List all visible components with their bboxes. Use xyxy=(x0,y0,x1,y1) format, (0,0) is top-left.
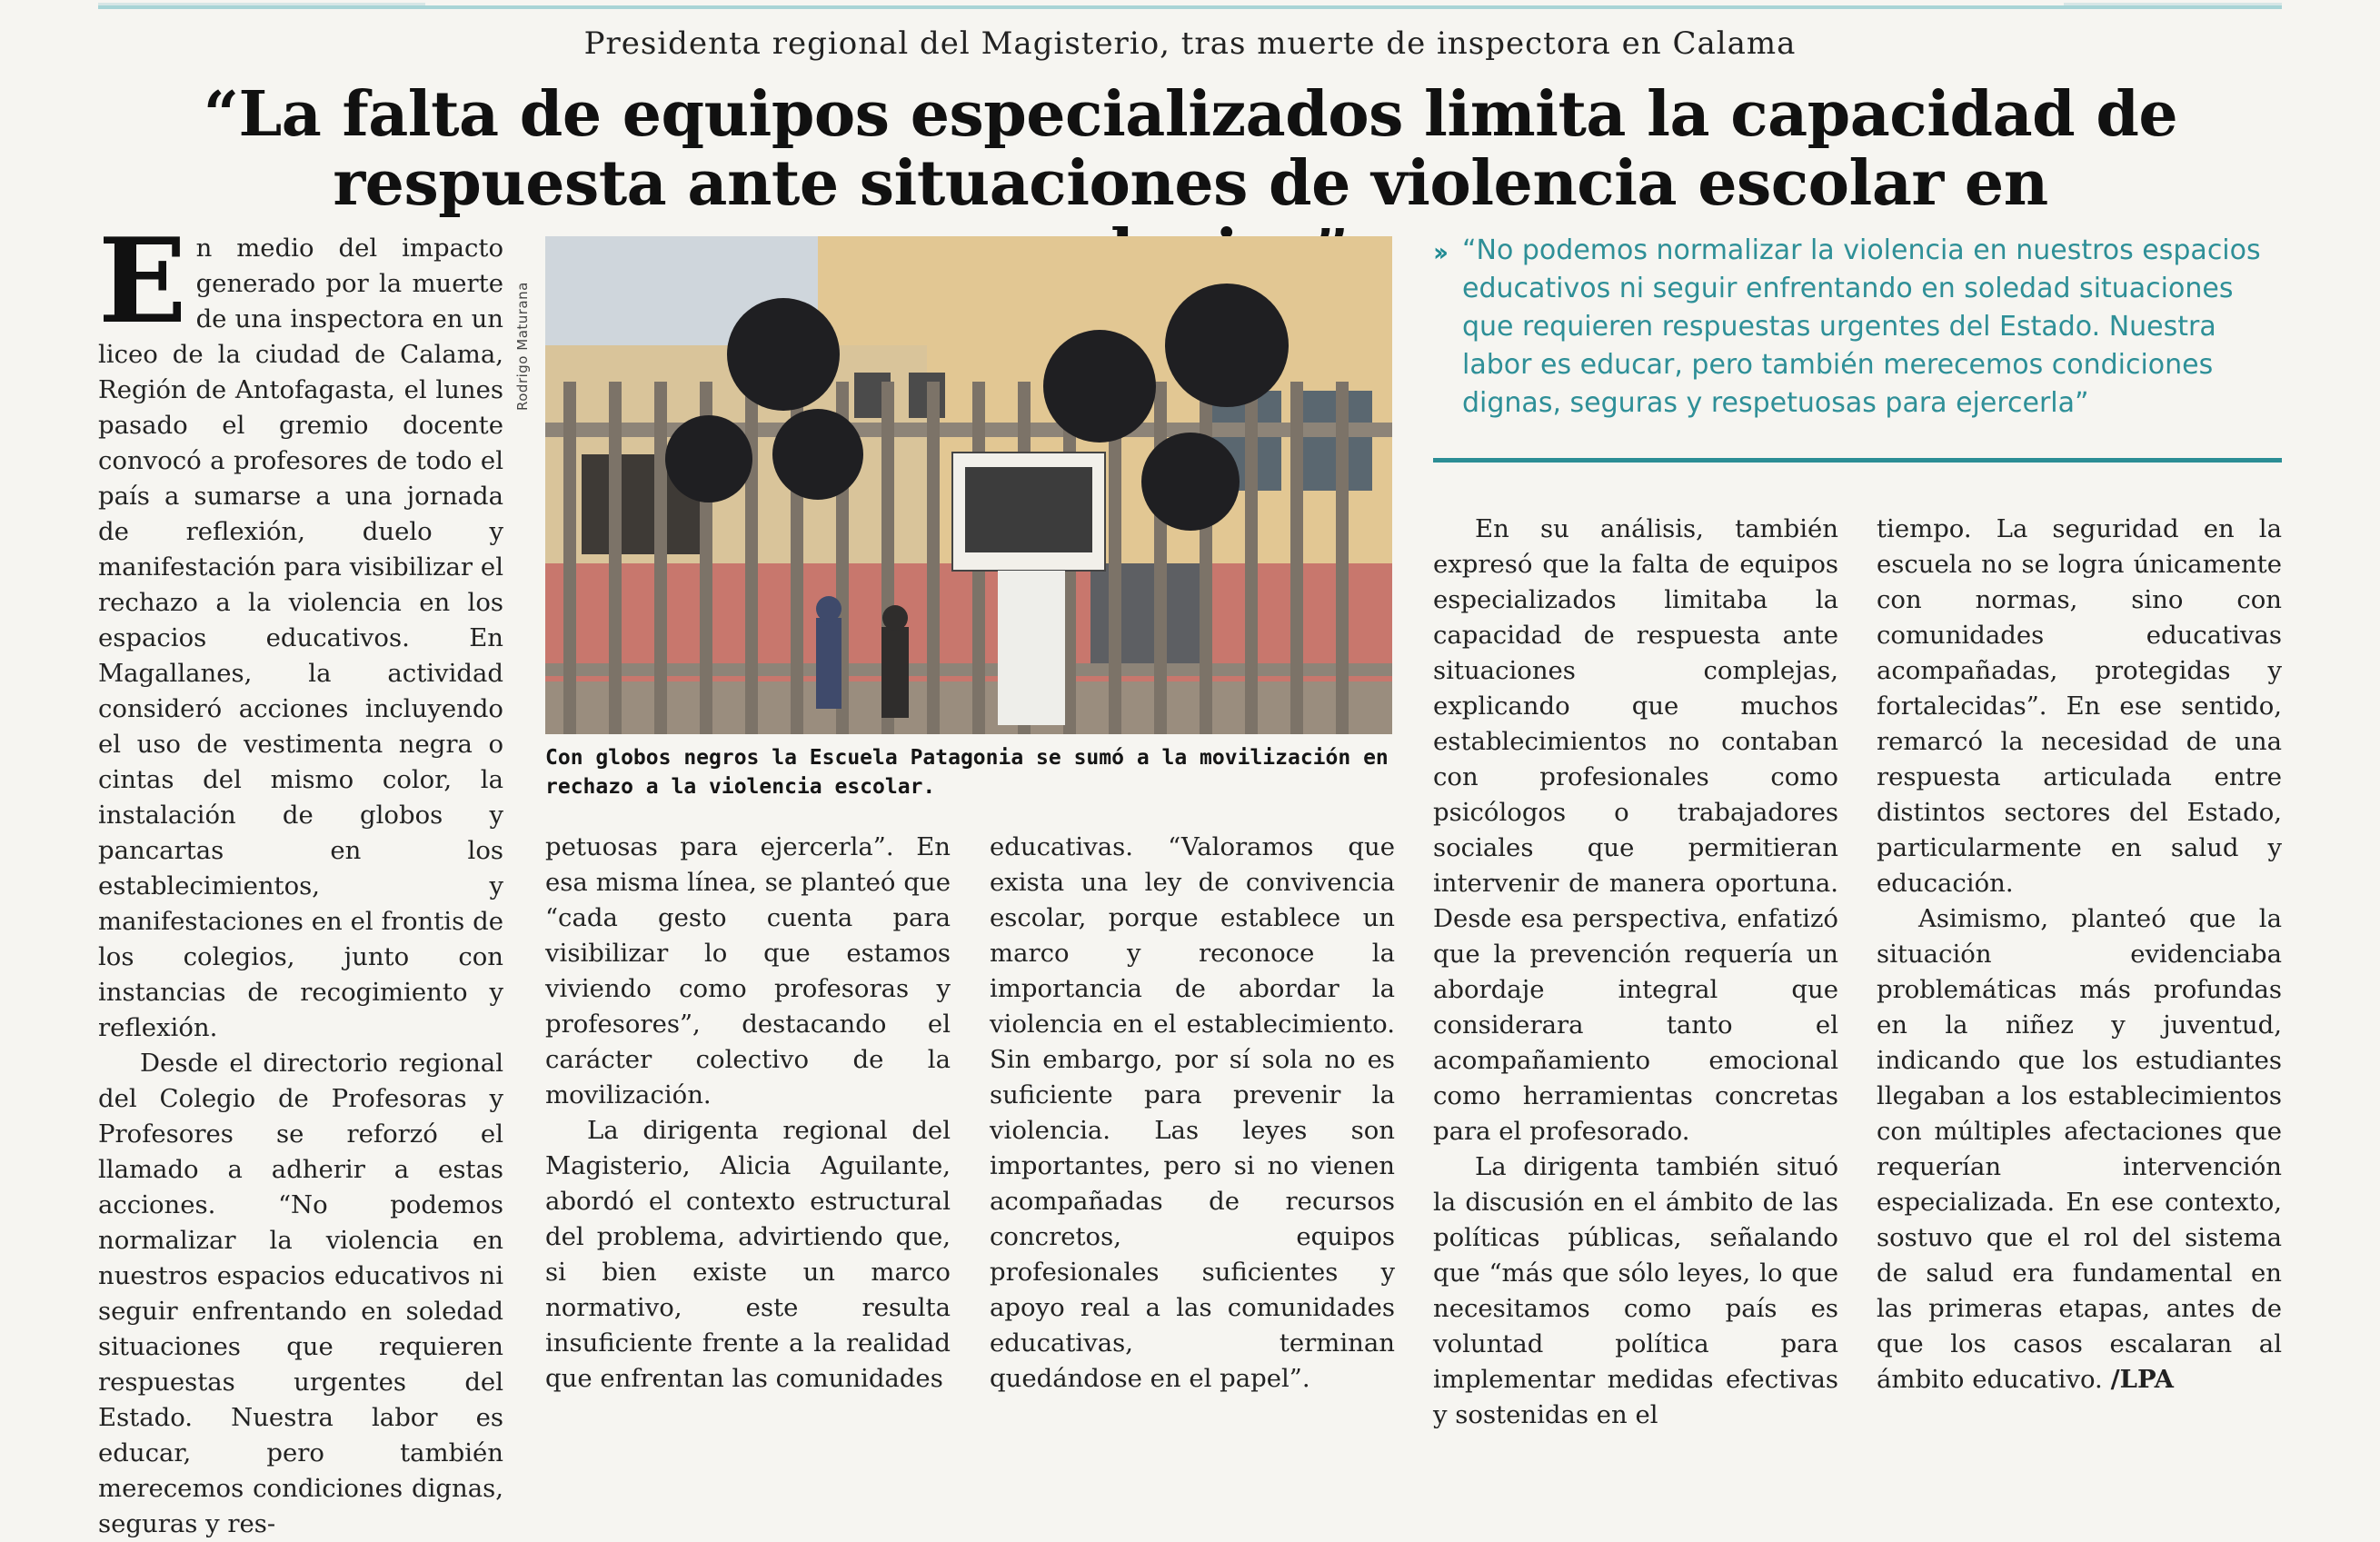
author-signature: /LPA xyxy=(2110,1365,2174,1394)
article-photo xyxy=(545,236,1392,734)
headline-line-2: respuesta ante situaciones de violencia escolar en xyxy=(333,147,2048,220)
paragraph-last xyxy=(1877,901,2282,1398)
kicker: Presidenta regional del Magisterio, tras muerte de inspectora en Calama xyxy=(583,25,1797,62)
paragraph: En su análisis, también expresó que la falta de equipos especializados limitaba la capacidad de respuesta ante situaciones complejas, explicando que muchos establecimientos no contaban con profesionales como psicólogos o trabajadores sociales que permitieran intervenir de manera oportuna. Desde esa perspectiva, enfatizó que la prevención requería un abordaje integral que considerara tanto el acompañamiento emocional como herramientas concretas para el profesorado. xyxy=(1433,514,1838,1146)
column-3 xyxy=(990,830,1395,1397)
photo-illustration xyxy=(545,236,1392,734)
headline-line-1: “La falta de equipos especializados limita la capacidad de xyxy=(203,78,2178,151)
paragraph: educativas. “Valoramos que exista una ley de convivencia escolar, porque establece un marco y reconoce la importancia de abordar la violencia en el establecimiento. Sin embargo, por sí sola no es suficiente para prevenir la violencia. Las leyes son importantes, pero si no vienen acompañadas de recursos concretos, equipos profesionales suficientes y apoyo real a las comunidades educativas, terminan quedándose en el papel”. xyxy=(990,832,1395,1393)
paragraph: Desde el directorio regional del Colegio de Profesoras y Profesores se reforzó el llamado a adherir a estas acciones. “No podemos normalizar la violencia en nuestros espacios educativos ni seguir enfrentando en soledad situaciones que requieren respuestas urgentes del Estado. Nuestra labor es educar, pero también merecemos condiciones dignas, seguras y res- xyxy=(98,1049,503,1538)
paragraph: tiempo. La seguridad en la escuela no se logra únicamente con normas, sino con comunidades educativas acompañadas, protegidas y fortalecidas”. En ese sentido, remarcó la necesidad de una respuesta articulada entre distintos sectores del Estado, particularmente en salud y educación. xyxy=(1877,514,2282,898)
top-rule xyxy=(98,5,2282,9)
column-4 xyxy=(1433,512,1838,1433)
double-chevron-right-icon: ›› xyxy=(1433,237,1444,267)
column-2 xyxy=(545,830,951,1397)
paragraph: La dirigenta regional del Magisterio, Alicia Aguilante, abordó el contexto estructural del problema, advirtiendo que, si bien existe un marco normativo, este resulta insuficiente frente a la realidad que enfrentan las comunidades xyxy=(545,1116,951,1393)
paragraph: petuosas para ejercerla”. En esa misma línea, se planteó que “cada gesto cuenta para visibilizar lo que estamos viviendo como profesoras y profesores”, destacando el carácter colectivo de la movilización. xyxy=(545,832,951,1109)
column-1 xyxy=(98,214,503,1542)
lead-text: n medio del impacto generado por la muerte de una inspectora en un liceo de la ciudad de Calama, Región de Antofagasta, el lunes pasado el gremio docente convocó a profesores de todo el país a sumarse a una jornada de reflexión, duelo y manifestación para visibilizar el rechazo a la violencia en los espacios educativos. En Magallanes, la actividad consideró acciones incluyendo el uso de vestimenta negra o cintas del mismo color, la instalación de globos y pancartas en los establecimientos, y manifestaciones en el frontis de los colegios, junto con instancias de recogimiento y reflexión. xyxy=(98,234,503,1042)
photo-credit: Rodrigo Maturana xyxy=(514,282,531,411)
paragraph-lead xyxy=(98,214,503,1046)
paragraph-text: Asimismo, planteó que la situación evidenciaba problemáticas más profundas en la niñez y juventud, indicando que los estudiantes llegaban a los establecimientos con múltiples afectaciones que requerían intervención especializada. En ese contexto, sostuvo que el rol del sistema de salud era fundamental en las primeras etapas, antes de que los casos escalaran al ámbito educativo. xyxy=(1877,904,2282,1394)
drop-cap: E xyxy=(98,214,187,350)
column-5 xyxy=(1877,512,2282,1398)
pull-quote-rule xyxy=(1433,458,2282,463)
pull-quote-text: “No podemos normalizar la violencia en nuestros espacios educativos ni seguir enfrentando en soledad situaciones que requieren respuestas urgentes del Estado. Nuestra labor es educar, pero también merecemos condiciones dignas, seguras y respetuosas para ejercerla” xyxy=(1462,234,2261,419)
pull-quote xyxy=(1433,232,2282,423)
photo-caption: Con globos negros la Escuela Patagonia se sumó a la movilización en rechazo a la violencia escolar. xyxy=(545,746,1389,799)
paragraph: La dirigenta también situó la discusión en el ámbito de las políticas públicas, señalando que “más que sólo leyes, lo que necesitamos como país es voluntad política para implementar medidas efectivas y sostenidas en el xyxy=(1433,1152,1838,1429)
